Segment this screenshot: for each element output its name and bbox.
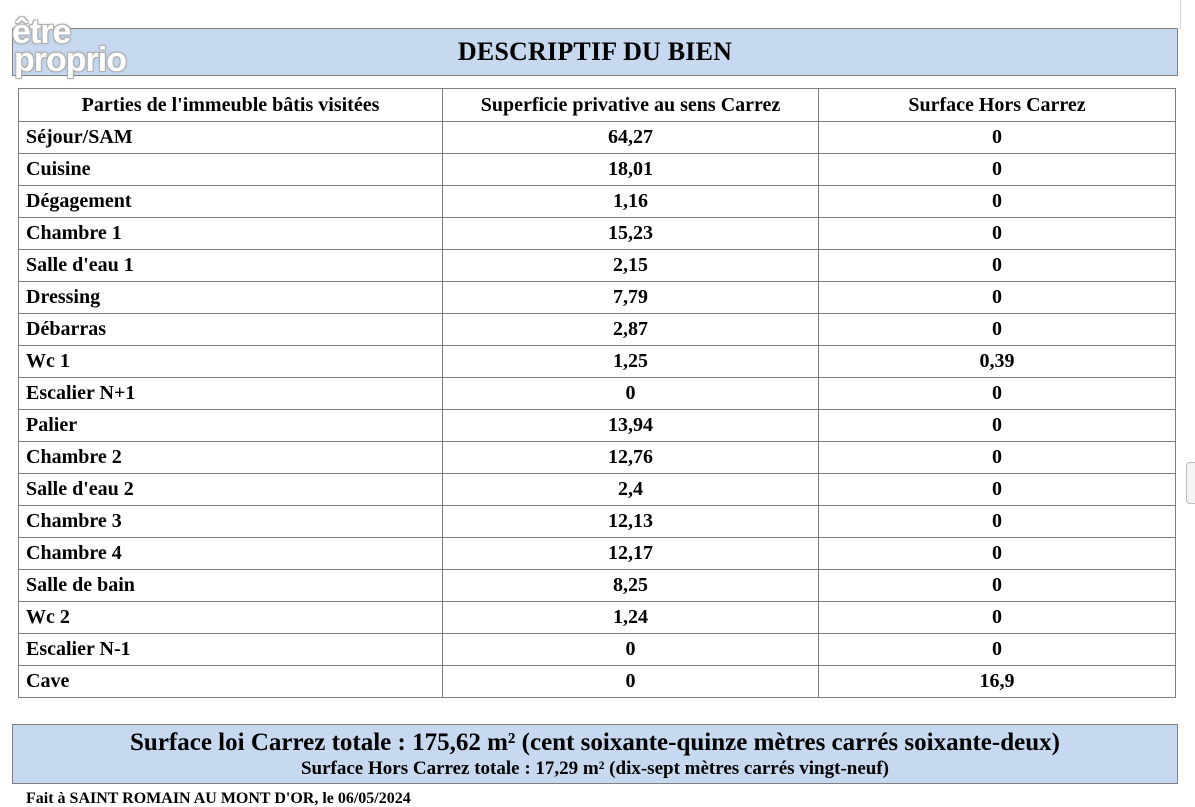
hors-carrez-value-cell: 0: [819, 442, 1176, 474]
table-body: [19, 122, 1176, 698]
table-row: [19, 346, 1176, 378]
hors-carrez-value-cell: 0: [819, 570, 1176, 602]
totals-box: [12, 724, 1178, 784]
table-row: [19, 314, 1176, 346]
room-name-cell: Chambre 4: [19, 538, 443, 570]
hors-carrez-value-cell: 0: [819, 122, 1176, 154]
carrez-value-cell: 0: [443, 634, 819, 666]
carrez-value-cell: 1,24: [443, 602, 819, 634]
page-edge-rule: [1180, 0, 1181, 30]
carrez-value-cell: 12,13: [443, 506, 819, 538]
table-row: [19, 154, 1176, 186]
scrollbar-thumb[interactable]: [1186, 462, 1195, 504]
table-row: [19, 570, 1176, 602]
hors-carrez-value-cell: 0: [819, 602, 1176, 634]
carrez-value-cell: 13,94: [443, 410, 819, 442]
hors-carrez-value-cell: 0: [819, 282, 1176, 314]
room-name-cell: Séjour/SAM: [19, 122, 443, 154]
surface-table: [18, 88, 1176, 698]
carrez-value-cell: 18,01: [443, 154, 819, 186]
carrez-value-cell: 1,16: [443, 186, 819, 218]
hors-carrez-value-cell: 0: [819, 538, 1176, 570]
room-name-cell: Chambre 3: [19, 506, 443, 538]
hors-carrez-value-cell: 0: [819, 186, 1176, 218]
carrez-value-cell: 7,79: [443, 282, 819, 314]
table-row: [19, 122, 1176, 154]
table-row: [19, 474, 1176, 506]
hors-carrez-value-cell: 0: [819, 474, 1176, 506]
room-name-cell: Dégagement: [19, 186, 443, 218]
table-row: [19, 666, 1176, 698]
carrez-value-cell: 12,17: [443, 538, 819, 570]
room-name-cell: Palier: [19, 410, 443, 442]
hors-carrez-value-cell: 0: [819, 218, 1176, 250]
carrez-value-cell: 12,76: [443, 442, 819, 474]
signature-line-text: Fait à SAINT ROMAIN AU MONT D'OR, le 06/05/2024: [26, 790, 411, 807]
table-row: [19, 186, 1176, 218]
room-name-cell: Chambre 2: [19, 442, 443, 474]
table-row: [19, 250, 1176, 282]
room-name-cell: Dressing: [19, 282, 443, 314]
table-row: [19, 378, 1176, 410]
carrez-value-cell: 2,15: [443, 250, 819, 282]
room-name-cell: Salle d'eau 2: [19, 474, 443, 506]
table-row: [19, 410, 1176, 442]
carrez-value-cell: 2,4: [443, 474, 819, 506]
table-row: [19, 602, 1176, 634]
room-name-cell: Wc 2: [19, 602, 443, 634]
etre-proprio-logo: [12, 13, 126, 79]
total-carrez: Surface loi Carrez totale : 175,62 m² (cent soixante-quinze mètres carrés soixante-deux): [130, 729, 1060, 756]
room-name-cell: Chambre 1: [19, 218, 443, 250]
carrez-value-cell: 8,25: [443, 570, 819, 602]
hors-carrez-value-cell: 0: [819, 634, 1176, 666]
room-name-cell: Cave: [19, 666, 443, 698]
title-bar: [12, 28, 1178, 79]
table-row: [19, 282, 1176, 314]
table-header-row: [19, 89, 1176, 122]
logo-line-2: proprio: [14, 41, 126, 79]
room-name-cell: Escalier N+1: [19, 378, 443, 410]
table-row: [19, 634, 1176, 666]
signature-line-partial: [26, 790, 411, 807]
carrez-value-cell: 64,27: [443, 122, 819, 154]
room-name-cell: Wc 1: [19, 346, 443, 378]
table-row: [19, 218, 1176, 250]
hors-carrez-value-cell: 0: [819, 154, 1176, 186]
total-hors-carrez: Surface Hors Carrez totale : 17,29 m² (dix-sept mètres carrés vingt-neuf): [300, 758, 890, 779]
hors-carrez-value-cell: 0: [819, 506, 1176, 538]
room-name-cell: Cuisine: [19, 154, 443, 186]
hors-carrez-value-cell: 0,39: [819, 346, 1176, 378]
carrez-value-cell: 1,25: [443, 346, 819, 378]
table-row: [19, 506, 1176, 538]
hors-carrez-value-cell: 0: [819, 250, 1176, 282]
header-carrez: Superficie privative au sens Carrez: [443, 89, 819, 122]
room-name-cell: Débarras: [19, 314, 443, 346]
carrez-value-cell: 0: [443, 378, 819, 410]
header-rooms: Parties de l'immeuble bâtis visitées: [19, 89, 443, 122]
hors-carrez-value-cell: 0: [819, 410, 1176, 442]
table-row: [19, 538, 1176, 570]
hors-carrez-value-cell: 0: [819, 378, 1176, 410]
logo-line-1: être: [12, 13, 71, 51]
document-title: DESCRIPTIF DU BIEN: [457, 37, 733, 66]
carrez-value-cell: 15,23: [443, 218, 819, 250]
carrez-value-cell: 2,87: [443, 314, 819, 346]
header-hors-carrez: Surface Hors Carrez: [819, 89, 1176, 122]
room-name-cell: Salle d'eau 1: [19, 250, 443, 282]
room-name-cell: Salle de bain: [19, 570, 443, 602]
room-name-cell: Escalier N-1: [19, 634, 443, 666]
table-row: [19, 442, 1176, 474]
hors-carrez-value-cell: 16,9: [819, 666, 1176, 698]
hors-carrez-value-cell: 0: [819, 314, 1176, 346]
carrez-value-cell: 0: [443, 666, 819, 698]
